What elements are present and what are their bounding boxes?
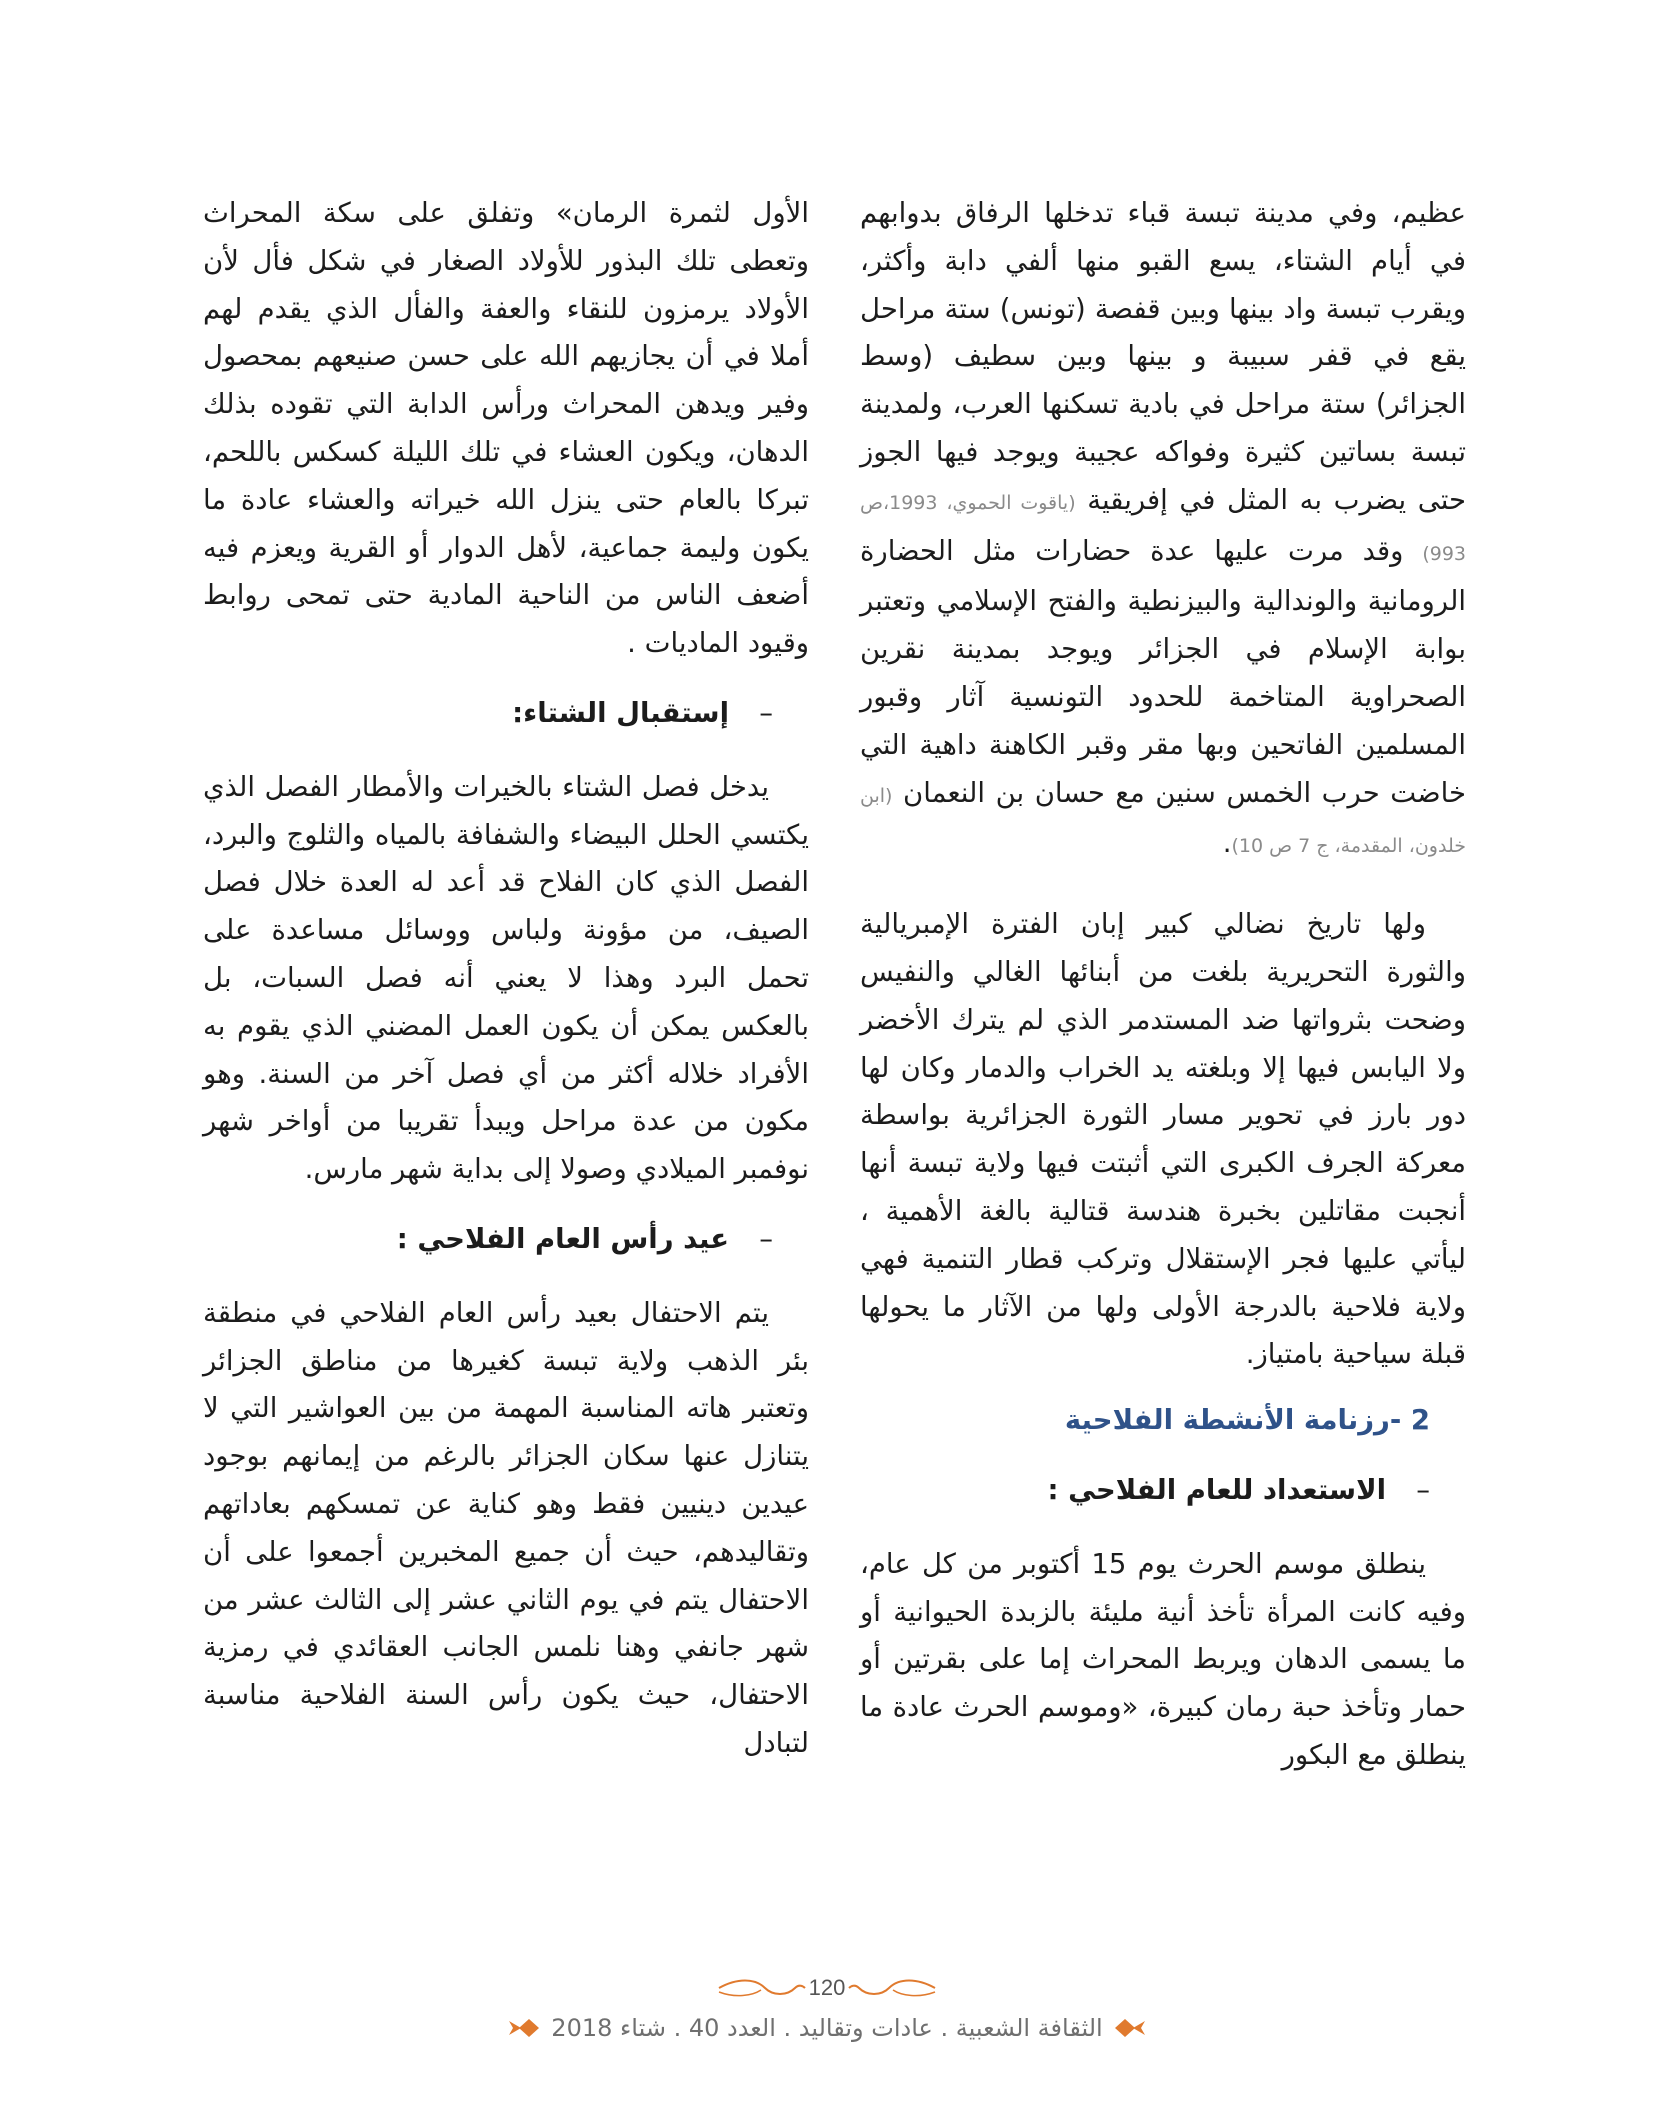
dash-bullet: – bbox=[1416, 1473, 1430, 1506]
bullet-heading: –إستقبال الشتاء: bbox=[203, 690, 809, 738]
page-number: 120 bbox=[808, 1975, 846, 2000]
flourish-icon bbox=[847, 1976, 937, 2000]
paragraph: يتم الاحتفال بعيد رأس العام الفلاحي في منطقة بئر الذهب ولاية تبسة كغيرها من مناطق الجزائر وتعتبر هاته المناسبة المهمة من بين العواشير التي لا يتنازل عنها سكان الجزائر بالرغم من إيمانهم بوجود عيدين دينيين فقط وهو كناية عن تمسكهم بعاداتهم وتقاليدهم، حيث أن جميع المخبرين أجمعوا على أن الاحتفال يتم في يوم الثاني عشر إلى الثالث عشر من شهر جانفي وهنا نلمس الجانب العقائدي في رمزية الاحتفال، حيث يكون رأس السنة الفلاحية مناسبة لتبادل bbox=[203, 1296, 809, 1759]
running-title bbox=[507, 2014, 1146, 2042]
flourish-icon bbox=[717, 1976, 807, 2000]
leaf-ornament-icon bbox=[1113, 2017, 1147, 2039]
bullet-heading: –عيد رأس العام الفلاحي : bbox=[203, 1216, 809, 1264]
citation: (ياقوت الحموي، 1993،ص 993) bbox=[860, 491, 1466, 565]
left-column bbox=[203, 190, 809, 1768]
paragraph: عظيم، وفي مدينة تبسة قباء تدخلها الرفاق بدوابهم في أيام الشتاء، يسع القبو منها ألفي دابة وأكثر، ويقرب تبسة واد بينها وبين قفصة (تونس) ستة مراحل يقع في قفر سبيبة و بينها وبين سطيف (وسط الجزائر) ستة مراحل في بادية تسكنها العرب، ولمدينة تبسة بساتين كثيرة وفواكه عجيبة ويوجد فيها الجوز حتى يضرب به المثل في إفريقية (ياقوت الحموي، 1993،ص 993) وقد مرت عليها عدة حضارات مثل الحضارة الرومانية والوندالية والبيزنطية والفتح الإسلامي وتعتبر بوابة الإسلام في الجزائر ويوجد بمدينة نقرين الصحراوية المتاخمة للحدود التونسية آثار وقبور المسلمين الفاتحين وبها مقر وقبر الكاهنة داهية التي خاضت حرب الخمس سنين مع حسان بن النعمان (ابن خلدون، المقدمة، ج 7 ص 10). bbox=[860, 197, 1466, 860]
paragraph: الأول لثمرة الرمان» وتفلق على سكة المحراث وتعطى تلك البذور للأولاد الصغار في شكل فأل لأن الأولاد يرمزون للنقاء والعفة والفأل الذي يقدم لهم أملا في أن يجازيهم الله على حسن صنيعهم بمحصول وفير ويدهن المحراث ورأس الدابة التي تقوده بذلك الدهان، ويكون العشاء في تلك الليلة كسكس باللحم، تبركا بالعام حتى ينزل الله خيراته والعشاء عادة ما يكون وليمة جماعية، لأهل الدوار أو القرية ويعزم فيه أضعف الناس من الناحية المادية حتى تمحى روابط وقيود الماديات . bbox=[203, 197, 809, 660]
section-heading: 2 -رزنامة الأنشطة الفلاحية bbox=[1064, 1404, 1430, 1437]
citation: (ابن خلدون، المقدمة، ج 7 ص 10) bbox=[860, 784, 1466, 858]
page-number-ornament bbox=[717, 1975, 938, 2001]
leaf-ornament-icon bbox=[507, 2017, 541, 2039]
right-column bbox=[860, 190, 1466, 1780]
page-footer bbox=[0, 1975, 1654, 2043]
paragraph: ينطلق موسم الحرث يوم 15 أكتوبر من كل عام، وفيه كانت المرأة تأخذ أنية مليئة بالزبدة الحيوانية أو ما يسمى الدهان ويربط المحراث إما على بقرتين أو حمار وتأخذ حبة رمان كبيرة، «وموسم الحرث عادة ما ينطلق مع البكور bbox=[860, 1547, 1466, 1771]
paragraph: يدخل فصل الشتاء بالخيرات والأمطار الفصل الذي يكتسي الحلل البيضاء والشفافة بالمياه والثلوج والبرد، الفصل الذي كان الفلاح قد أعد له العدة خلال فصل الصيف، من مؤونة ولباس ووسائل مساعدة على تحمل البرد وهذا لا يعني أنه فصل السبات، بل بالعكس يمكن أن يكون العمل المضني الذي يقوم به الأفراد خلاله أكثر من أي فصل آخر من السنة. وهو مكون من عدة مراحل ويبدأ تقريبا من أواخر شهر نوفمبر الميلادي وصولا إلى بداية شهر مارس. bbox=[203, 770, 809, 1186]
bullet-heading: –الاستعداد للعام الفلاحي : bbox=[860, 1467, 1466, 1515]
running-title-text: الثقافة الشعبية . عادات وتقاليد . العدد 40 . شتاء 2018 bbox=[551, 2014, 1103, 2042]
paragraph: ولها تاريخ نضالي كبير إبان الفترة الإمبريالية والثورة التحريرية بلغت من أبنائها الغالي والنفيس وضحت بثرواتها ضد المستدمر الذي لم يترك الأخضر ولا اليابس فيها إلا وبلغته يد الخراب والدمار وكان لها دور بارز في تحوير مسار الثورة الجزائرية بواسطة معركة الجرف الكبرى التي أثبتت فيها ولاية تبسة أنها أنجبت مقاتلين بخبرة هندسة قتالية بالغة الأهمية ، ليأتي عليها فجر الإستقلال وتركب قطار التنمية فهي ولاية فلاحية بالدرجة الأولى ولها من الآثار ما يحولها قبلة سياحية بامتياز. bbox=[860, 908, 1466, 1371]
dash-bullet: – bbox=[759, 1222, 773, 1255]
dash-bullet: – bbox=[759, 696, 773, 729]
